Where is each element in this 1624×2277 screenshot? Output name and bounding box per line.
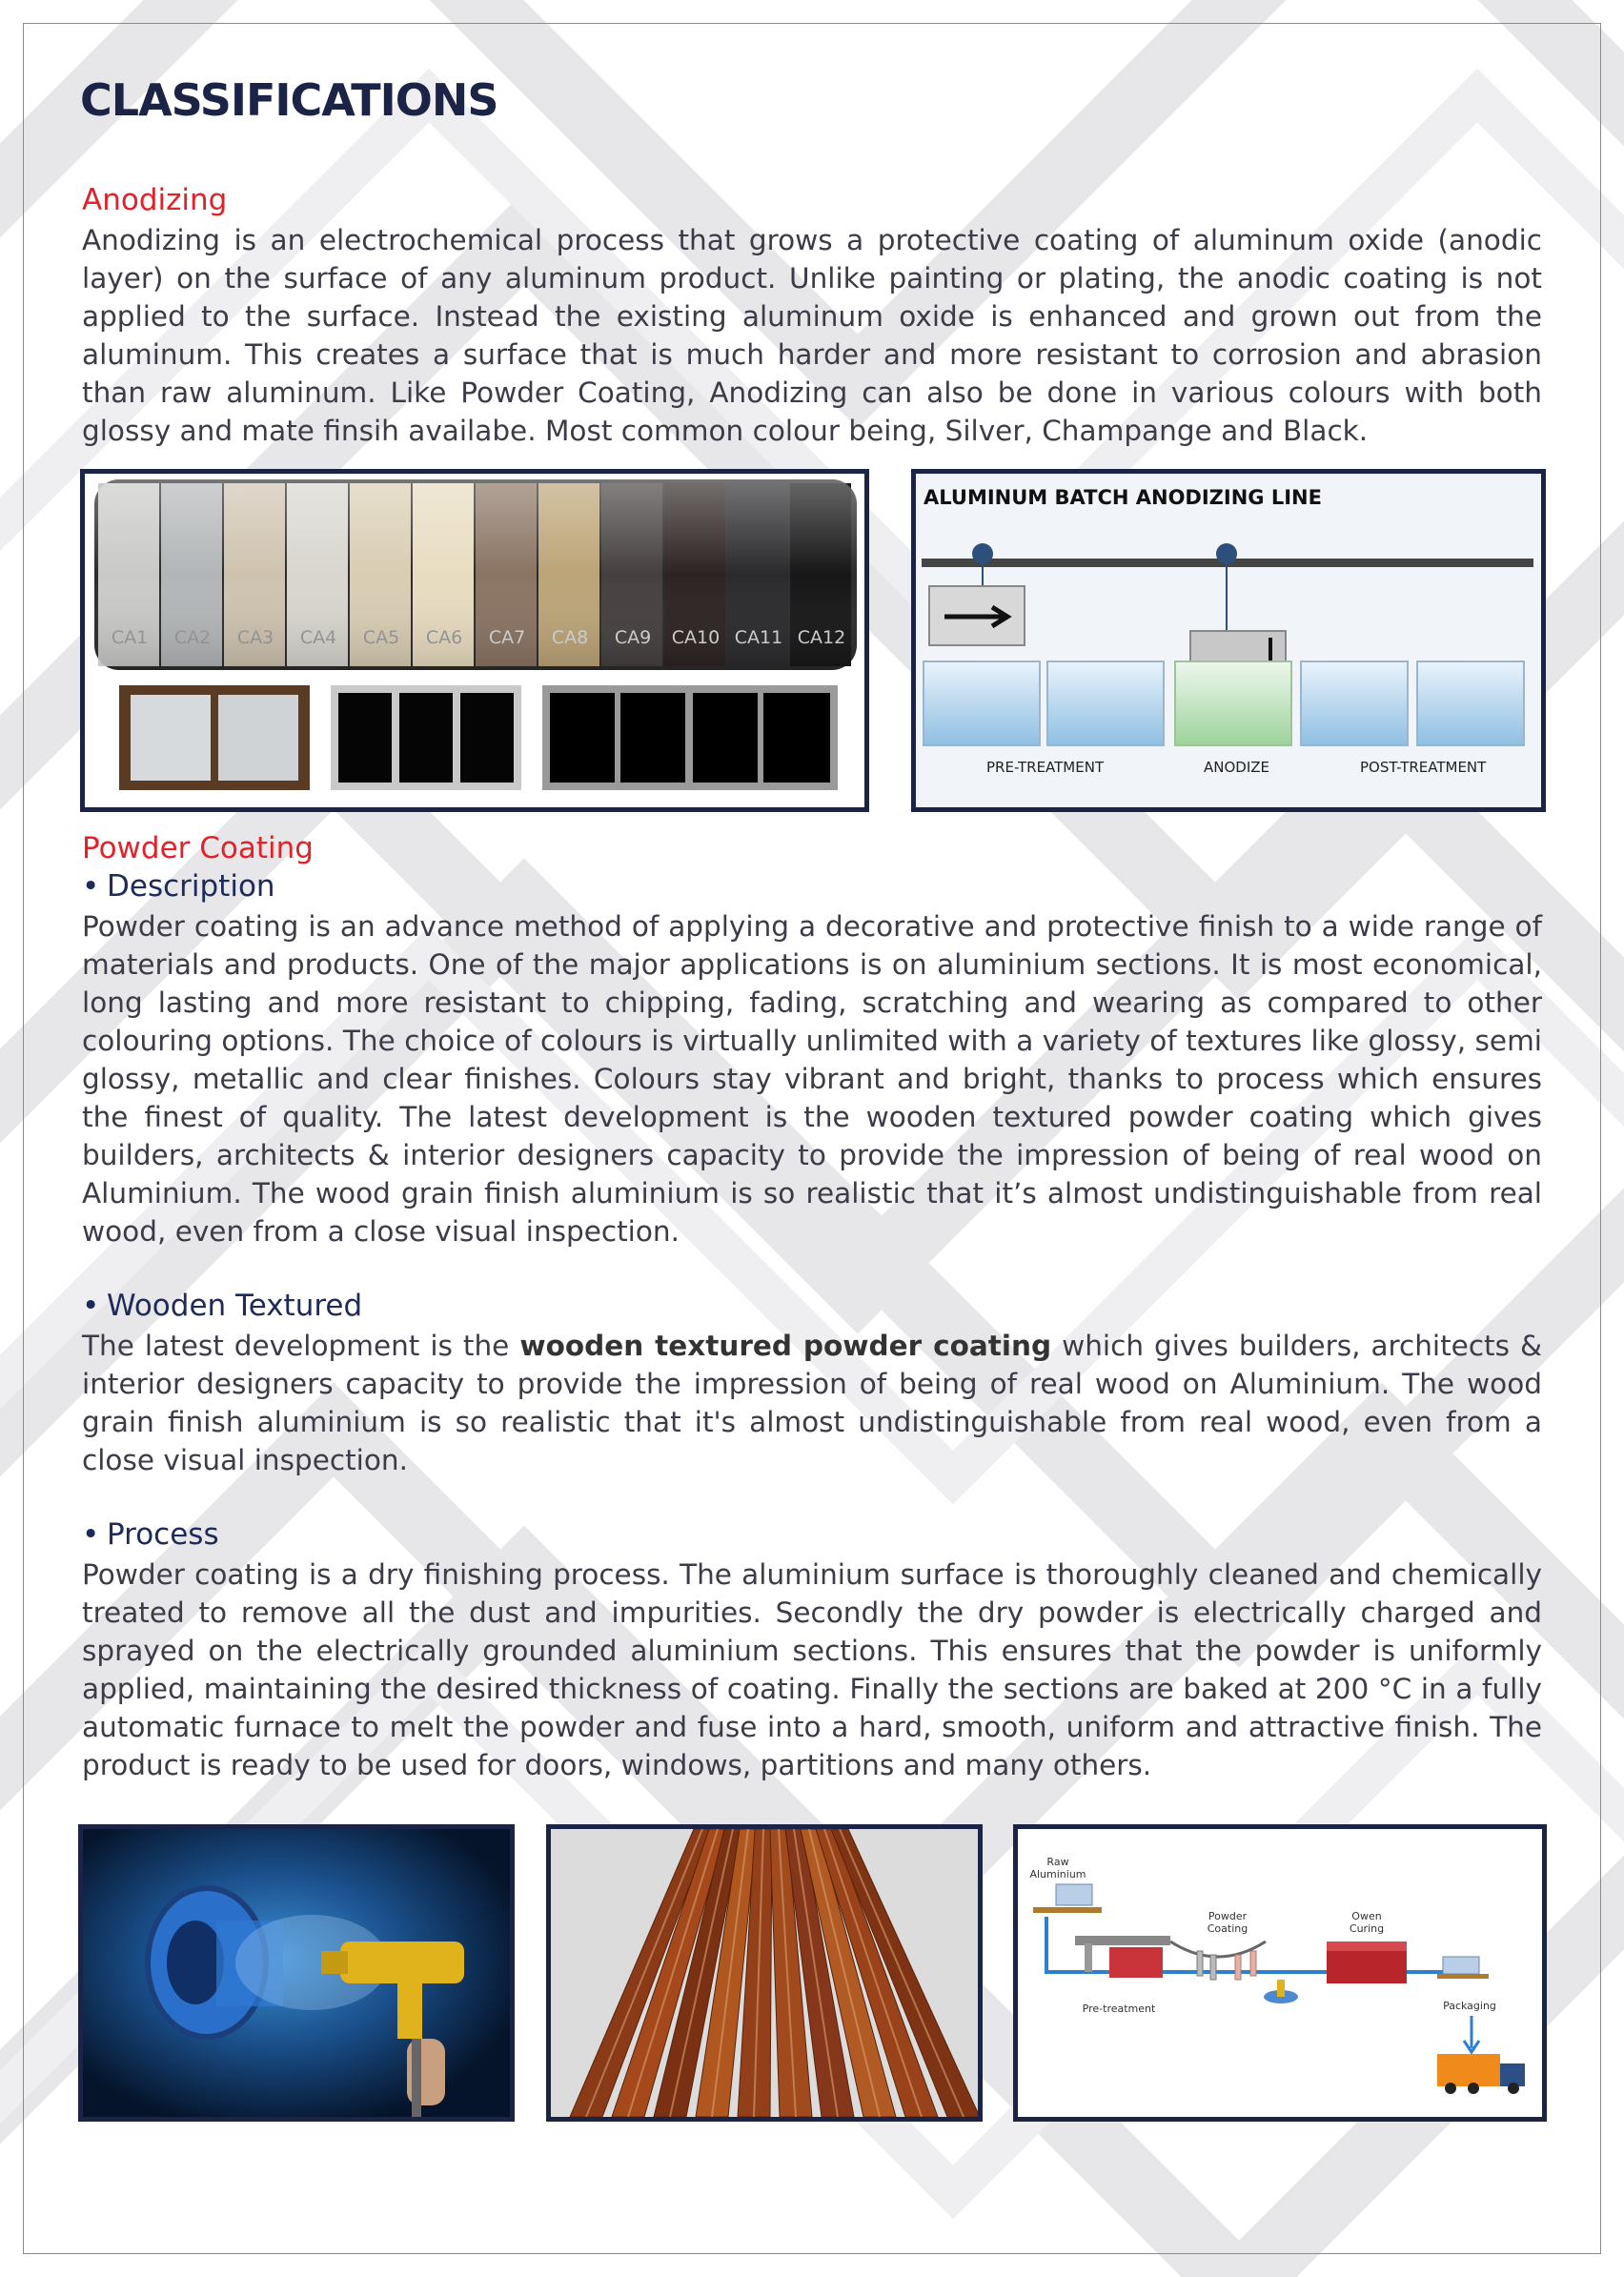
flow-raw-line1: Raw	[1046, 1856, 1069, 1868]
label-anodize: ANODIZE	[1204, 759, 1270, 776]
anodizing-line-diagram	[911, 469, 1546, 812]
swatch-figure	[85, 474, 864, 807]
line-diagram-title: ALUMINUM BATCH ANODIZING LINE	[924, 486, 1322, 509]
process-paragraph: Powder coating is a dry finishing process. The aluminium surface is thoroughly cleaned and chemically treated to remove all the dust and impurities. Secondly the dry powder is electrically charged and sprayed on the electrically grounded aluminium sections. This ensures that the powder is uniformly applied, maintaining the desired thickness of coating. Finally the sections are baked at 200 °C in a fully automatic furnace to melt the powder and fuse into a hard, smooth, uniform and attractive finish. The product is ready to be used for doors, windows, partitions and many others.	[82, 1558, 1542, 1781]
page-title: CLASSIFICATIONS	[80, 74, 498, 126]
wood-grain-profiles-image	[546, 1824, 983, 2122]
label-post-treatment: POST-TREATMENT	[1360, 759, 1487, 776]
wooden-textured-paragraph	[82, 1327, 1542, 1479]
bullet-dot: •	[82, 1289, 100, 1323]
wooden-text-before: The latest development is the	[82, 1330, 520, 1362]
powder-coating-heading: Powder Coating	[82, 831, 314, 865]
flow-powder-line1: Powder	[1208, 1910, 1248, 1922]
powder-coating-process-flow-diagram	[1013, 1824, 1547, 2122]
bullet-dot: •	[82, 1517, 100, 1552]
description-paragraph: Powder coating is an advance method of applying a decorative and protective finish to a wide range of materials and products. One of the major applications is on aluminium sections. It is most economical, long lasting and more resistant to chipping, fading, scratching and wearing as compared to other colouring options. The choice of colours is virtually unlimited with a variety of textures like glossy, semi glossy, metallic and clear finishes. Colours stay vibrant and bright, thanks to process which ensures the finest of quality. The latest development is the wooden textured powder coating which gives builders, architects & interior designers capacity to provide the impression of being of real wood on Aluminium. The wood grain finish aluminium is so realistic that it’s almost undistinguishable from real wood, even from a close visual inspection.	[82, 910, 1542, 1248]
anodizing-heading: Anodizing	[82, 183, 228, 217]
description-title: Description	[107, 869, 275, 904]
anodizing-colour-swatches-image	[80, 469, 869, 812]
flow-powder-line2: Coating	[1207, 1922, 1248, 1935]
flow-raw-line2: Aluminium	[1029, 1868, 1086, 1881]
label-pre-treatment: PRE-TREATMENT	[986, 759, 1105, 776]
flow-packaging-label: Packaging	[1443, 2000, 1496, 2012]
wooden-textured-title: Wooden Textured	[107, 1289, 363, 1323]
powder-spray-gun-image	[78, 1824, 515, 2122]
process-bullet	[82, 1517, 219, 1552]
wooden-textured-bullet	[82, 1289, 362, 1323]
flow-owen-line2: Curing	[1349, 1922, 1385, 1935]
process-title: Process	[107, 1517, 219, 1552]
description-bullet	[82, 869, 275, 904]
wooden-text-after: which gives builders, architects & interior designers capacity to provide the impression of being of real wood on Aluminium. The wood grain finish aluminium is so realistic that it's almost undistinguishable from real wood, even from a close visual inspection.	[82, 1330, 1542, 1476]
bullet-dot: •	[82, 869, 100, 904]
wooden-bold-phrase: wooden textured powder coating	[519, 1330, 1052, 1362]
anodizing-paragraph: Anodizing is an electrochemical process that grows a protective coating of aluminum oxide (anodic layer) on the surface of any aluminum product. Unlike painting or plating, the anodic coating is not applied to the surface. Instead the existing aluminum oxide is enhanced and grown out from the aluminum. This creates a surface that is much harder and more resistant to corrosion and abrasion than raw aluminum. Like Powder Coating, Anodizing can also be done in various colours with both glossy and mate finsih availabe. Most common colour being, Silver, Champange and Black.	[82, 224, 1542, 447]
flow-owen-line1: Owen	[1351, 1910, 1382, 1922]
flow-pretreatment-label: Pre-treatment	[1082, 2003, 1156, 2015]
